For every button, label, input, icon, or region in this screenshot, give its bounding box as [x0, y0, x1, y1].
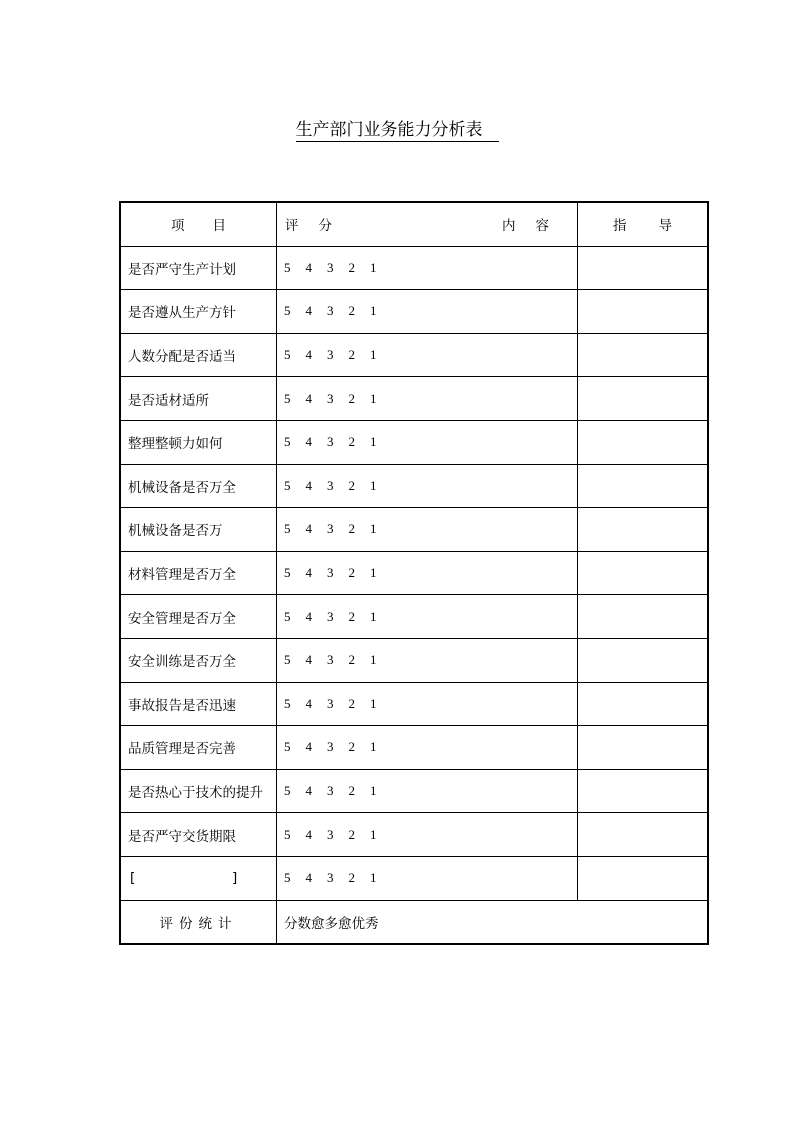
score-options-cell: [277, 813, 578, 857]
score-option[interactable]: 2: [348, 826, 356, 842]
item-label: 安全管理是否万全: [120, 595, 277, 639]
score-option[interactable]: 1: [370, 870, 377, 886]
score-option[interactable]: 3: [327, 783, 334, 799]
guide-input-cell[interactable]: [578, 290, 708, 334]
score-option[interactable]: 1: [370, 783, 377, 799]
custom-item-input[interactable]: [120, 856, 277, 900]
table-row: [120, 377, 708, 421]
analysis-table: [119, 201, 709, 945]
item-label: 机械设备是否万: [120, 508, 277, 552]
score-option[interactable]: 1: [370, 390, 377, 406]
table-row: [120, 508, 708, 552]
score-option[interactable]: 4: [305, 521, 313, 537]
summary-text: 分数愈多愈优秀: [277, 900, 708, 944]
score-option[interactable]: 4: [305, 783, 313, 799]
table-header-row: [120, 202, 708, 246]
guide-input-cell[interactable]: [578, 377, 708, 421]
item-label: 是否严守生产计划: [120, 246, 277, 290]
score-option[interactable]: 2: [348, 565, 356, 581]
score-options-cell: [277, 682, 578, 726]
guide-input-cell[interactable]: [578, 420, 708, 464]
score-option[interactable]: 5: [284, 739, 291, 755]
score-option[interactable]: 2: [348, 695, 356, 711]
score-option[interactable]: 5: [284, 521, 291, 537]
score-option[interactable]: 5: [284, 347, 291, 363]
score-option[interactable]: 2: [348, 259, 356, 275]
score-option[interactable]: 4: [305, 390, 313, 406]
score-option[interactable]: 1: [370, 434, 377, 450]
guide-input-cell[interactable]: [578, 464, 708, 508]
score-option[interactable]: 4: [305, 434, 313, 450]
score-option[interactable]: 4: [305, 695, 313, 711]
guide-input-cell[interactable]: [578, 595, 708, 639]
score-options-cell: [277, 377, 578, 421]
summary-row: [120, 900, 708, 944]
table-row: [120, 420, 708, 464]
score-option[interactable]: 5: [284, 390, 291, 406]
item-label: 整理整顿力如何: [120, 420, 277, 464]
score-option[interactable]: 4: [305, 259, 313, 275]
score-option[interactable]: 5: [284, 652, 291, 668]
score-option[interactable]: 3: [327, 695, 334, 711]
guide-input-cell[interactable]: [578, 813, 708, 857]
table-row: [120, 595, 708, 639]
score-option[interactable]: 5: [284, 826, 291, 842]
guide-input-cell[interactable]: [578, 856, 708, 900]
score-option[interactable]: 4: [305, 826, 313, 842]
open-bracket: [: [130, 870, 136, 887]
score-option[interactable]: 4: [305, 477, 313, 493]
score-option[interactable]: 1: [370, 477, 377, 493]
table-row: [120, 726, 708, 770]
score-options-cell: [277, 769, 578, 813]
score-option[interactable]: 4: [305, 652, 313, 668]
score-option[interactable]: 5: [284, 259, 291, 275]
guide-input-cell[interactable]: [578, 246, 708, 290]
score-option[interactable]: 3: [327, 390, 334, 406]
score-options-cell: [277, 595, 578, 639]
score-option[interactable]: 3: [327, 608, 334, 624]
table-row: [120, 769, 708, 813]
guide-input-cell[interactable]: [578, 769, 708, 813]
score-option[interactable]: 1: [370, 303, 377, 319]
item-label: 品质管理是否完善: [120, 726, 277, 770]
score-option[interactable]: 5: [284, 434, 291, 450]
score-option[interactable]: 4: [305, 870, 313, 886]
score-option[interactable]: 2: [348, 739, 356, 755]
score-options-cell: [277, 246, 578, 290]
score-option[interactable]: 2: [348, 347, 356, 363]
guide-input-cell[interactable]: [578, 333, 708, 377]
score-option[interactable]: 3: [327, 521, 334, 537]
score-option[interactable]: 5: [284, 477, 291, 493]
score-options-cell: [277, 638, 578, 682]
score-option[interactable]: 3: [327, 477, 334, 493]
score-option[interactable]: 2: [348, 870, 356, 886]
guide-input-cell[interactable]: [578, 682, 708, 726]
score-option[interactable]: 3: [327, 303, 334, 319]
score-option[interactable]: 3: [327, 739, 334, 755]
score-option[interactable]: 1: [370, 826, 377, 842]
item-label: 是否严守交货期限: [120, 813, 277, 857]
score-option[interactable]: 4: [305, 347, 313, 363]
header-item-cell: 项 目: [120, 202, 277, 246]
score-option[interactable]: 2: [348, 652, 356, 668]
score-option[interactable]: 1: [370, 695, 377, 711]
table-row: [120, 638, 708, 682]
guide-input-cell[interactable]: [578, 551, 708, 595]
score-option[interactable]: 1: [370, 652, 377, 668]
score-option[interactable]: 2: [348, 608, 356, 624]
score-option[interactable]: 3: [327, 434, 334, 450]
score-options-cell: [277, 290, 578, 334]
score-option[interactable]: 5: [284, 303, 291, 319]
score-option[interactable]: 1: [370, 259, 377, 275]
score-option[interactable]: 1: [370, 347, 377, 363]
score-options-cell: [277, 726, 578, 770]
item-label: 人数分配是否适当: [120, 333, 277, 377]
score-options-cell: [277, 551, 578, 595]
score-options-cell: [277, 333, 578, 377]
table-row: [120, 813, 708, 857]
item-label: 事故报告是否迅速: [120, 682, 277, 726]
score-option[interactable]: 3: [327, 870, 334, 886]
score-option[interactable]: 1: [370, 608, 377, 624]
score-options-cell: [277, 856, 578, 900]
close-bracket: ]: [232, 870, 238, 887]
score-option[interactable]: 4: [305, 739, 313, 755]
header-score-content-cell: 评 分 内 容: [277, 202, 578, 246]
score-option[interactable]: 4: [305, 608, 313, 624]
score-option[interactable]: 5: [284, 608, 291, 624]
score-option[interactable]: 5: [284, 870, 291, 886]
score-options-cell: [277, 508, 578, 552]
score-option[interactable]: 2: [348, 390, 356, 406]
guide-input-cell[interactable]: [578, 726, 708, 770]
header-guide-cell: 指 导: [578, 202, 708, 246]
table-row: [120, 551, 708, 595]
score-option[interactable]: 2: [348, 477, 356, 493]
item-label: 安全训练是否万全: [120, 638, 277, 682]
table-row: [120, 246, 708, 290]
score-options-cell: [277, 464, 578, 508]
score-option[interactable]: 1: [370, 521, 377, 537]
score-option[interactable]: 3: [327, 259, 334, 275]
score-option[interactable]: 3: [327, 826, 334, 842]
guide-input-cell[interactable]: [578, 638, 708, 682]
custom-item-row: [120, 856, 708, 900]
score-option[interactable]: 5: [284, 695, 291, 711]
item-label: 是否遵从生产方针: [120, 290, 277, 334]
table-row: [120, 464, 708, 508]
score-options-cell: [277, 420, 578, 464]
score-option[interactable]: 5: [284, 565, 291, 581]
item-label: 材料管理是否万全: [120, 551, 277, 595]
score-option[interactable]: 3: [327, 347, 334, 363]
score-option[interactable]: 3: [327, 652, 334, 668]
score-option[interactable]: 4: [305, 565, 313, 581]
score-option[interactable]: 2: [348, 434, 356, 450]
score-option[interactable]: 2: [348, 521, 356, 537]
item-label: 是否适材适所: [120, 377, 277, 421]
item-label: 是否热心于技术的提升: [120, 769, 277, 813]
page-title: 生产部门业务能力分析表: [0, 119, 794, 141]
table-row: [120, 333, 708, 377]
score-option[interactable]: 4: [305, 303, 313, 319]
guide-input-cell[interactable]: [578, 508, 708, 552]
score-option[interactable]: 2: [348, 303, 356, 319]
score-option[interactable]: 2: [348, 783, 356, 799]
score-option[interactable]: 1: [370, 739, 377, 755]
item-label: 机械设备是否万全: [120, 464, 277, 508]
score-option[interactable]: 3: [327, 565, 334, 581]
summary-label: 评份统计: [120, 900, 277, 944]
table-row: [120, 290, 708, 334]
score-option[interactable]: 5: [284, 783, 291, 799]
score-option[interactable]: 1: [370, 565, 377, 581]
table-row: [120, 682, 708, 726]
